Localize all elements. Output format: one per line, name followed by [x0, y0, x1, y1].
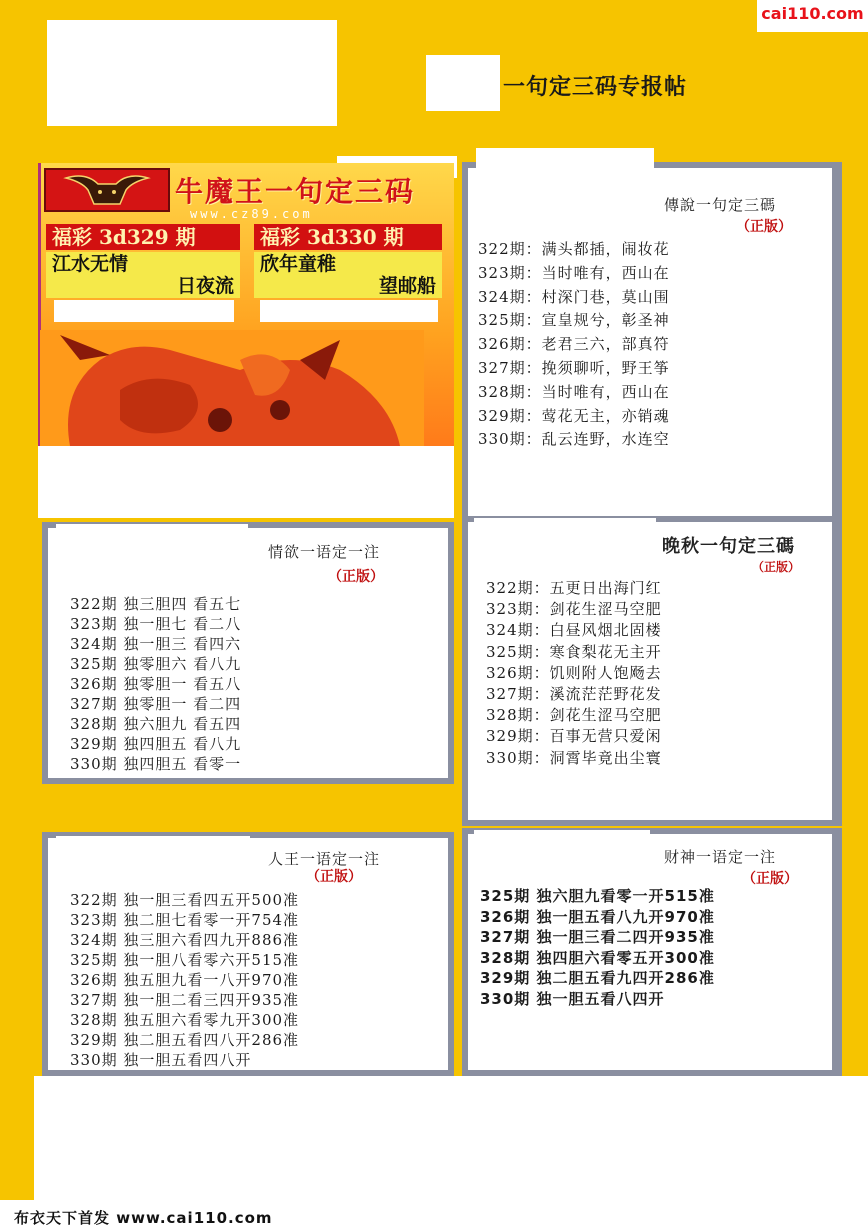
panel-renwang-list	[70, 890, 299, 1070]
blank-area	[34, 1076, 868, 1200]
panel-qingyu-list	[70, 594, 241, 774]
blank-area	[56, 836, 250, 888]
panel-wanqiu-edition: （正版）	[752, 560, 801, 574]
panel-qingyu-heading: 情欲一语定一注	[268, 543, 381, 561]
list-item: 322期：五更日出海门红	[486, 579, 662, 597]
list-item: 327期 独零胆一 看二四	[70, 695, 242, 713]
list-item: 329期 独二胆五看九四开286准	[480, 969, 715, 988]
list-item: 330期 独一胆五看四八开	[70, 1051, 252, 1069]
list-item: 325期：寒食梨花无主开	[486, 642, 662, 661]
list-item: 322期：满头都插，闹妆花	[478, 240, 670, 258]
list-item: 323期 独二胆七看零一开754准	[70, 911, 300, 929]
list-item: 322期 独一胆三看四五开500准	[70, 891, 300, 909]
list-item: 330期：洞霄毕竟出尘寰	[486, 748, 662, 767]
list-item: 325期 独零胆六 看八九	[70, 655, 242, 673]
blank-bar	[260, 300, 438, 322]
poster-logo	[44, 168, 170, 212]
blank-area	[476, 148, 654, 232]
panel-wanqiu-heading: 晚秋一句定三碼	[662, 536, 795, 557]
list-item: 326期：饥则附人饱飏去	[486, 663, 662, 682]
list-item: 328期 独四胆六看零五开300准	[480, 948, 715, 967]
list-item: 330期：乱云连野，水连空	[478, 430, 670, 449]
list-item: 329期：莺花无主，亦销魂	[478, 406, 670, 425]
bull-illustration	[40, 330, 424, 446]
list-item: 322期 独三胆四 看五七	[70, 595, 242, 613]
poem-line2: 日夜流	[176, 275, 234, 297]
list-item: 329期 独四胆五 看八九	[70, 735, 242, 753]
list-item: 327期：挽须聊听，野王筝	[478, 358, 670, 377]
poem-line1: 欣年童稚	[260, 253, 337, 275]
list-item: 327期：溪流茫茫野花发	[486, 685, 662, 704]
list-item: 329期 独二胆五看四八开286准	[70, 1031, 300, 1049]
list-item: 324期：白昼风烟北固楼	[486, 621, 662, 640]
list-item: 328期：剑花生涩马空肥	[486, 706, 662, 725]
list-item: 328期：当时唯有，西山在	[478, 382, 670, 401]
list-item: 324期 独一胆三 看四六	[70, 635, 242, 653]
issue-head-330: 福彩 3d330 期	[254, 224, 442, 250]
panel-renwang-heading: 人王一语定一注	[268, 850, 381, 868]
list-item: 325期 独六胆九看零一开515准	[480, 887, 715, 905]
panel-caishen-list	[480, 886, 715, 1010]
list-item: 328期 独五胆六看零九开300准	[70, 1011, 300, 1029]
list-item: 327期 独一胆二看三四开935准	[70, 991, 300, 1009]
list-item: 329期：百事无营只爱闲	[486, 727, 662, 746]
panel-renwang-edition: （正版）	[306, 869, 362, 885]
poster-title: 牛魔王一句定三码	[175, 175, 416, 208]
bull-head-icon	[46, 170, 168, 210]
list-item: 325期 独一胆八看零六开515准	[70, 951, 300, 969]
panel-caishen-heading: 财神一语定一注	[664, 848, 777, 866]
panel-legend-list	[478, 238, 670, 452]
blank-area	[56, 524, 248, 580]
list-item: 326期 独五胆九看一八开970准	[70, 971, 300, 989]
panel-caishen-edition: （正版）	[742, 871, 798, 887]
header-blank-left	[47, 20, 337, 126]
panel-wanqiu-list	[486, 578, 662, 769]
issue-poem-330	[254, 252, 442, 298]
panel-legend-edition: （正版）	[736, 219, 792, 235]
panel-qingyu-edition: （正版）	[328, 569, 384, 585]
list-item: 327期 独一胆三看二四开935准	[480, 928, 715, 947]
poem-line1: 江水无情	[52, 253, 129, 275]
list-item: 330期 独四胆五 看零一	[70, 755, 242, 773]
header-blank-mid	[426, 55, 500, 111]
list-item: 324期 独三胆六看四九开886准	[70, 931, 300, 949]
list-item: 324期：村深门巷，莫山围	[478, 287, 670, 306]
list-item: 323期：当时唯有，西山在	[478, 263, 670, 282]
footer-text: 布衣天下首发 www.cai110.com	[14, 1209, 273, 1227]
list-item: 330期 独一胆五看八四开	[480, 989, 665, 1008]
page-title: 一句定三码专报帖	[503, 75, 688, 100]
site-badge[interactable]: cai110.com	[757, 0, 868, 32]
blank-area	[38, 446, 454, 518]
blank-area	[474, 830, 650, 878]
poem-line2: 望邮船	[378, 275, 436, 297]
list-item: 326期 独零胆一 看五八	[70, 675, 242, 693]
blank-bar	[54, 300, 234, 322]
list-item: 326期：老君三六，部真符	[478, 335, 670, 354]
poster-subtitle: www.cz89.com	[190, 207, 313, 221]
list-item: 323期 独一胆七 看二八	[70, 615, 242, 633]
list-item: 328期 独六胆九 看五四	[70, 715, 242, 733]
issue-poem-329	[46, 252, 240, 298]
list-item: 326期 独一胆五看八九开970准	[480, 907, 715, 926]
blank-area	[474, 518, 656, 574]
list-item: 325期：宣皇规兮，彰圣神	[478, 311, 670, 330]
issue-head-329: 福彩 3d329 期	[46, 224, 240, 250]
list-item: 323期：剑花生涩马空肥	[486, 600, 662, 619]
panel-legend-heading: 傳說一句定三碼	[664, 196, 777, 214]
